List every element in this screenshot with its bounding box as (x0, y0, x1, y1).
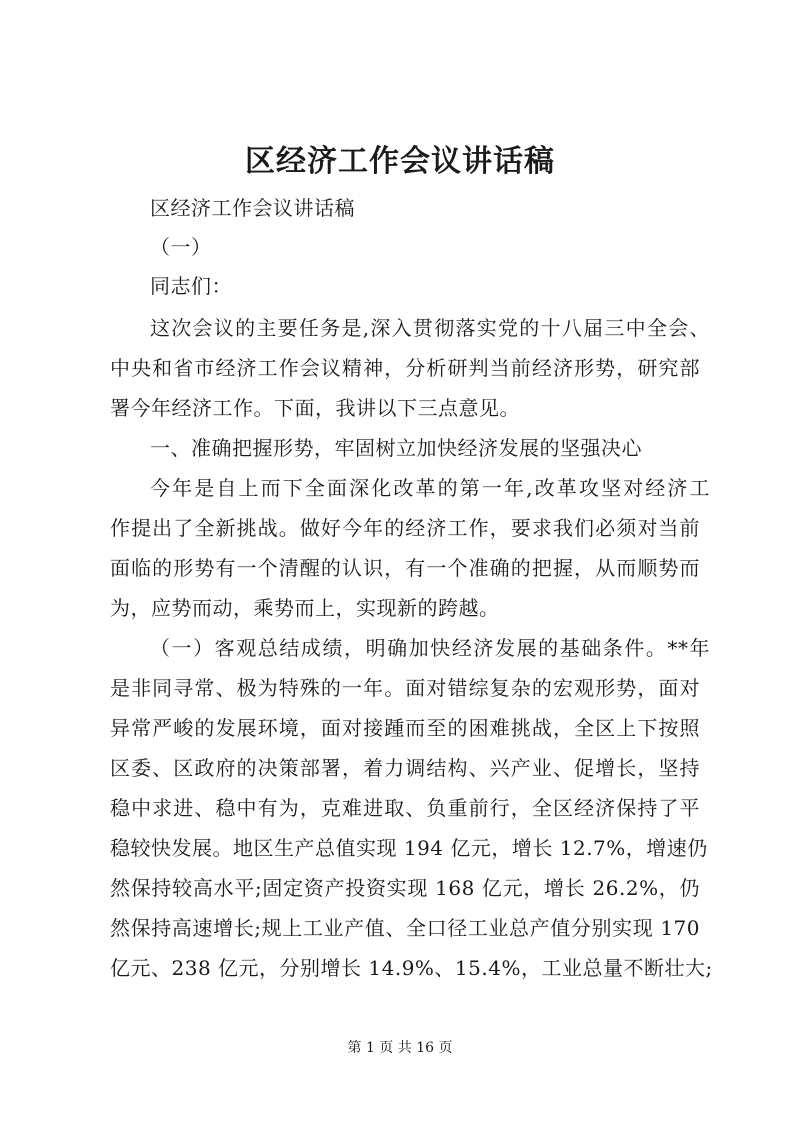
paragraph-line: 作提出了全新挑战。做好今年的经济工作，要求我们必须对当前 (110, 516, 700, 540)
paragraph-line: 异常严峻的发展环境，面对接踵而至的困难挑战，全区上下按照 (110, 716, 700, 740)
paragraph-line: 这次会议的主要任务是,深入贯彻落实党的十八届三中全会、 (150, 316, 710, 340)
paragraph-line: 为，应势而动，乘势而上，实现新的跨越。 (110, 596, 500, 620)
paragraph-line: 今年是自上而下全面深化改革的第一年,改革攻坚对经济工 (150, 476, 710, 500)
paragraph-line: 然保持高速增长;规上工业产值、全口径工业总产值分别实现 170 (110, 916, 700, 940)
page-footer: 第 1 页 共 16 页 (347, 1040, 453, 1056)
paragraph-line: （一）客观总结成绩，明确加快经济发展的基础条件。**年 (150, 636, 710, 660)
section-heading: 一、准确把握形势，牢固树立加快经济发展的坚强决心 (150, 436, 642, 460)
subtitle-line: 区经济工作会议讲话稿 (150, 196, 355, 220)
document-title: 区经济工作会议讲话稿 (245, 144, 555, 179)
paragraph-line: 区委、区政府的决策部署，着力调结构、兴产业、促增长，坚持 (110, 756, 700, 780)
paragraph-line: 然保持较高水平;固定资产投资实现 168 亿元，增长 26.2%，仍 (110, 876, 700, 900)
paragraph-line: 中央和省市经济工作会议精神，分析研判当前经济形势，研究部 (110, 356, 700, 380)
paragraph-line: 稳中求进、稳中有为，克难进取、负重前行，全区经济保持了平 (110, 796, 700, 820)
paragraph-line: 面临的形势有一个清醒的认识，有一个准确的把握，从而顺势而 (110, 556, 700, 580)
section-number-line: （一） (150, 235, 212, 259)
paragraph-line: 稳较快发展。地区生产总值实现 194 亿元，增长 12.7%，增速仍 (110, 836, 708, 860)
paragraph-line: 亿元、238 亿元，分别增长 14.9%、15.4%，工业总量不断壮大; (110, 956, 713, 980)
paragraph-line: 署今年经济工作。下面，我讲以下三点意见。 (110, 396, 520, 420)
greeting-line: 同志们： (150, 274, 232, 298)
paragraph-line: 是非同寻常、极为特殊的一年。面对错综复杂的宏观形势，面对 (110, 676, 700, 700)
